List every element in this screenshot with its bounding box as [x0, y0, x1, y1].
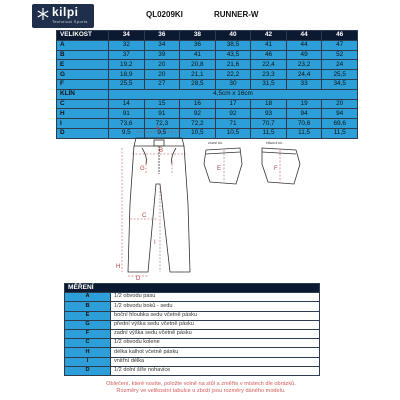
size-cell: 38,5 [215, 40, 251, 50]
size-cell: 17 [215, 99, 251, 109]
size-cell: 11,5 [286, 128, 322, 138]
size-header-cell: 42 [251, 31, 287, 41]
size-header-cell: 44 [286, 31, 322, 41]
legend-row [65, 311, 320, 320]
footer-note [10, 381, 392, 395]
measure-letter: F [274, 166, 278, 172]
pants-technical-drawing [56, 124, 358, 280]
footer-line: Oblečení, které nosíte, položte volně na stůl a změřte v místech dle obrázků. [106, 381, 296, 387]
size-cell: 10,5 [180, 128, 216, 138]
size-cell: 49 [286, 50, 322, 60]
size-cell: 18 [251, 99, 287, 109]
size-cell: 11,5 [322, 128, 358, 138]
size-cell: 93 [251, 109, 287, 119]
size-cell: 9,5 [144, 128, 180, 138]
size-cell: 32 [109, 40, 145, 50]
legend-key: F [65, 329, 111, 338]
drawing-tiny-label: PŘEDNÍ DÍL [266, 141, 283, 145]
size-row-label: H [57, 109, 109, 119]
size-header-cell: 36 [144, 31, 180, 41]
klin-row [57, 89, 358, 99]
size-cell: 70,6 [286, 119, 322, 129]
measure-letter: C [142, 213, 147, 219]
legend-description: délka kalhot včetně pásku [111, 348, 320, 357]
measure-letter: H [116, 264, 121, 270]
legend-key: H [65, 348, 111, 357]
size-row-label: F [57, 79, 109, 89]
size-cell: 14 [109, 99, 145, 109]
legend-key: C [65, 339, 111, 348]
measure-letter: A [156, 126, 161, 132]
size-row-label: A [57, 40, 109, 50]
size-header-cell: 46 [322, 31, 358, 41]
size-row-label: I [57, 119, 109, 129]
size-cell: 20 [144, 70, 180, 80]
legend-row [65, 366, 320, 375]
size-cell: 47 [322, 40, 358, 50]
footer-line: Rozměry ve velikostní tabulce u zboží jsou rozměry daného modelu. [116, 388, 286, 394]
size-cell: 73,6 [109, 119, 145, 129]
size-cell: 94 [286, 109, 322, 119]
size-cell: 23,2 [286, 60, 322, 70]
size-cell: 20 [144, 60, 180, 70]
size-cell: 16 [180, 99, 216, 109]
brand-tagline: Technical Sports [52, 19, 88, 24]
brand-name: kilpi [52, 5, 79, 19]
size-cell: 25,5 [109, 79, 145, 89]
size-header-label: VELIKOST [57, 31, 109, 41]
size-cell: 28,5 [180, 79, 216, 89]
size-cell: 24,4 [286, 70, 322, 80]
size-row [57, 50, 358, 60]
legend-description: zadní výška sedu včetně pásku [111, 329, 320, 338]
size-row [57, 70, 358, 80]
size-cell: 94 [322, 109, 358, 119]
measure-letter: D [136, 276, 141, 280]
legend-key: I [65, 357, 111, 366]
size-cell: 44 [286, 40, 322, 50]
size-header-cell: 38 [180, 31, 216, 41]
legend-description: přední výška sedu včetně pásku [111, 320, 320, 329]
size-cell: 39 [144, 50, 180, 60]
legend-row [65, 293, 320, 302]
size-cell: 72,3 [144, 119, 180, 129]
size-row-label: B [57, 50, 109, 60]
legend-key: D [65, 366, 111, 375]
legend-key: A [65, 293, 111, 302]
size-cell: 92 [180, 109, 216, 119]
size-cell: 21,6 [215, 60, 251, 70]
size-row [57, 40, 358, 50]
size-row-label: D [57, 128, 109, 138]
size-row [57, 99, 358, 109]
product-name: RUNNER-W [214, 10, 259, 19]
size-cell: 30 [215, 79, 251, 89]
size-cell: 31,5 [251, 79, 287, 89]
measure-letter: I [154, 240, 156, 246]
size-cell: 33 [286, 79, 322, 89]
brand-logo [32, 4, 94, 28]
legend-header-row [65, 284, 320, 293]
size-cell: 92 [215, 109, 251, 119]
legend-description: 1/2 obvodu boků - sedu [111, 302, 320, 311]
measure-letter: G [140, 166, 145, 172]
size-cell: 34,5 [322, 79, 358, 89]
measure-letter: E [217, 166, 222, 172]
drawing-tiny-label: ZADNÍ DÍL [208, 141, 223, 145]
snowflake-icon [36, 7, 50, 21]
size-cell: 52 [322, 50, 358, 60]
size-cell: 19 [286, 99, 322, 109]
size-cell: 19,2 [109, 60, 145, 70]
size-row [57, 60, 358, 70]
legend-description: 1/2 obvodu kolene [111, 339, 320, 348]
size-row [57, 109, 358, 119]
size-cell: 36 [180, 40, 216, 50]
size-cell: 24 [322, 60, 358, 70]
legend-title: MĚŘENÍ [65, 284, 320, 293]
legend-key: B [65, 302, 111, 311]
size-cell: 23,3 [251, 70, 287, 80]
size-cell: 41 [251, 40, 287, 50]
size-cell: 43,5 [215, 50, 251, 60]
size-cell: 34 [144, 40, 180, 50]
legend-row [65, 302, 320, 311]
size-header-cell: 34 [109, 31, 145, 41]
size-row-label: C [57, 99, 109, 109]
size-cell: 20,8 [180, 60, 216, 70]
size-cell: 27 [144, 79, 180, 89]
size-cell: 9,5 [109, 128, 145, 138]
size-row-label: E [57, 60, 109, 70]
size-cell: 20 [322, 99, 358, 109]
legend-description: vnitřní délka [111, 357, 320, 366]
size-cell: 71 [215, 119, 251, 129]
klin-label: KLÍN [57, 89, 109, 99]
size-cell: 22,2 [215, 70, 251, 80]
legend-row [65, 339, 320, 348]
size-cell: 21,1 [180, 70, 216, 80]
size-cell: 70,7 [251, 119, 287, 129]
size-cell: 37 [109, 50, 145, 60]
legend-row [65, 320, 320, 329]
klin-value: 4,5cm x 16cm [109, 89, 358, 99]
size-row [57, 79, 358, 89]
legend-row [65, 348, 320, 357]
size-cell: 15 [144, 99, 180, 109]
legend-description: 1/2 dolní šíře nohavice [111, 366, 320, 375]
product-code: QL0209KI [146, 10, 183, 19]
size-cell: 11,5 [251, 128, 287, 138]
size-cell: 69,6 [322, 119, 358, 129]
size-cell: 91 [109, 109, 145, 119]
size-row-label: G [57, 70, 109, 80]
size-cell: 46 [251, 50, 287, 60]
measure-letter: B [159, 148, 164, 154]
size-cell: 22,4 [251, 60, 287, 70]
legend-key: G [65, 320, 111, 329]
size-cell: 72,2 [180, 119, 216, 129]
measurement-legend [64, 283, 320, 376]
size-cell: 41 [180, 50, 216, 60]
size-cell: 25,5 [322, 70, 358, 80]
legend-row [65, 357, 320, 366]
legend-description: boční hloubka sedu včetně pásku [111, 311, 320, 320]
legend-row [65, 329, 320, 338]
size-cell: 18,9 [109, 70, 145, 80]
size-cell: 10,5 [215, 128, 251, 138]
legend-description: 1/2 obvodu pasu [111, 293, 320, 302]
size-cell: 91 [144, 109, 180, 119]
size-header-row [57, 31, 358, 41]
size-table [56, 30, 358, 139]
size-header-cell: 40 [215, 31, 251, 41]
legend-key: E [65, 311, 111, 320]
